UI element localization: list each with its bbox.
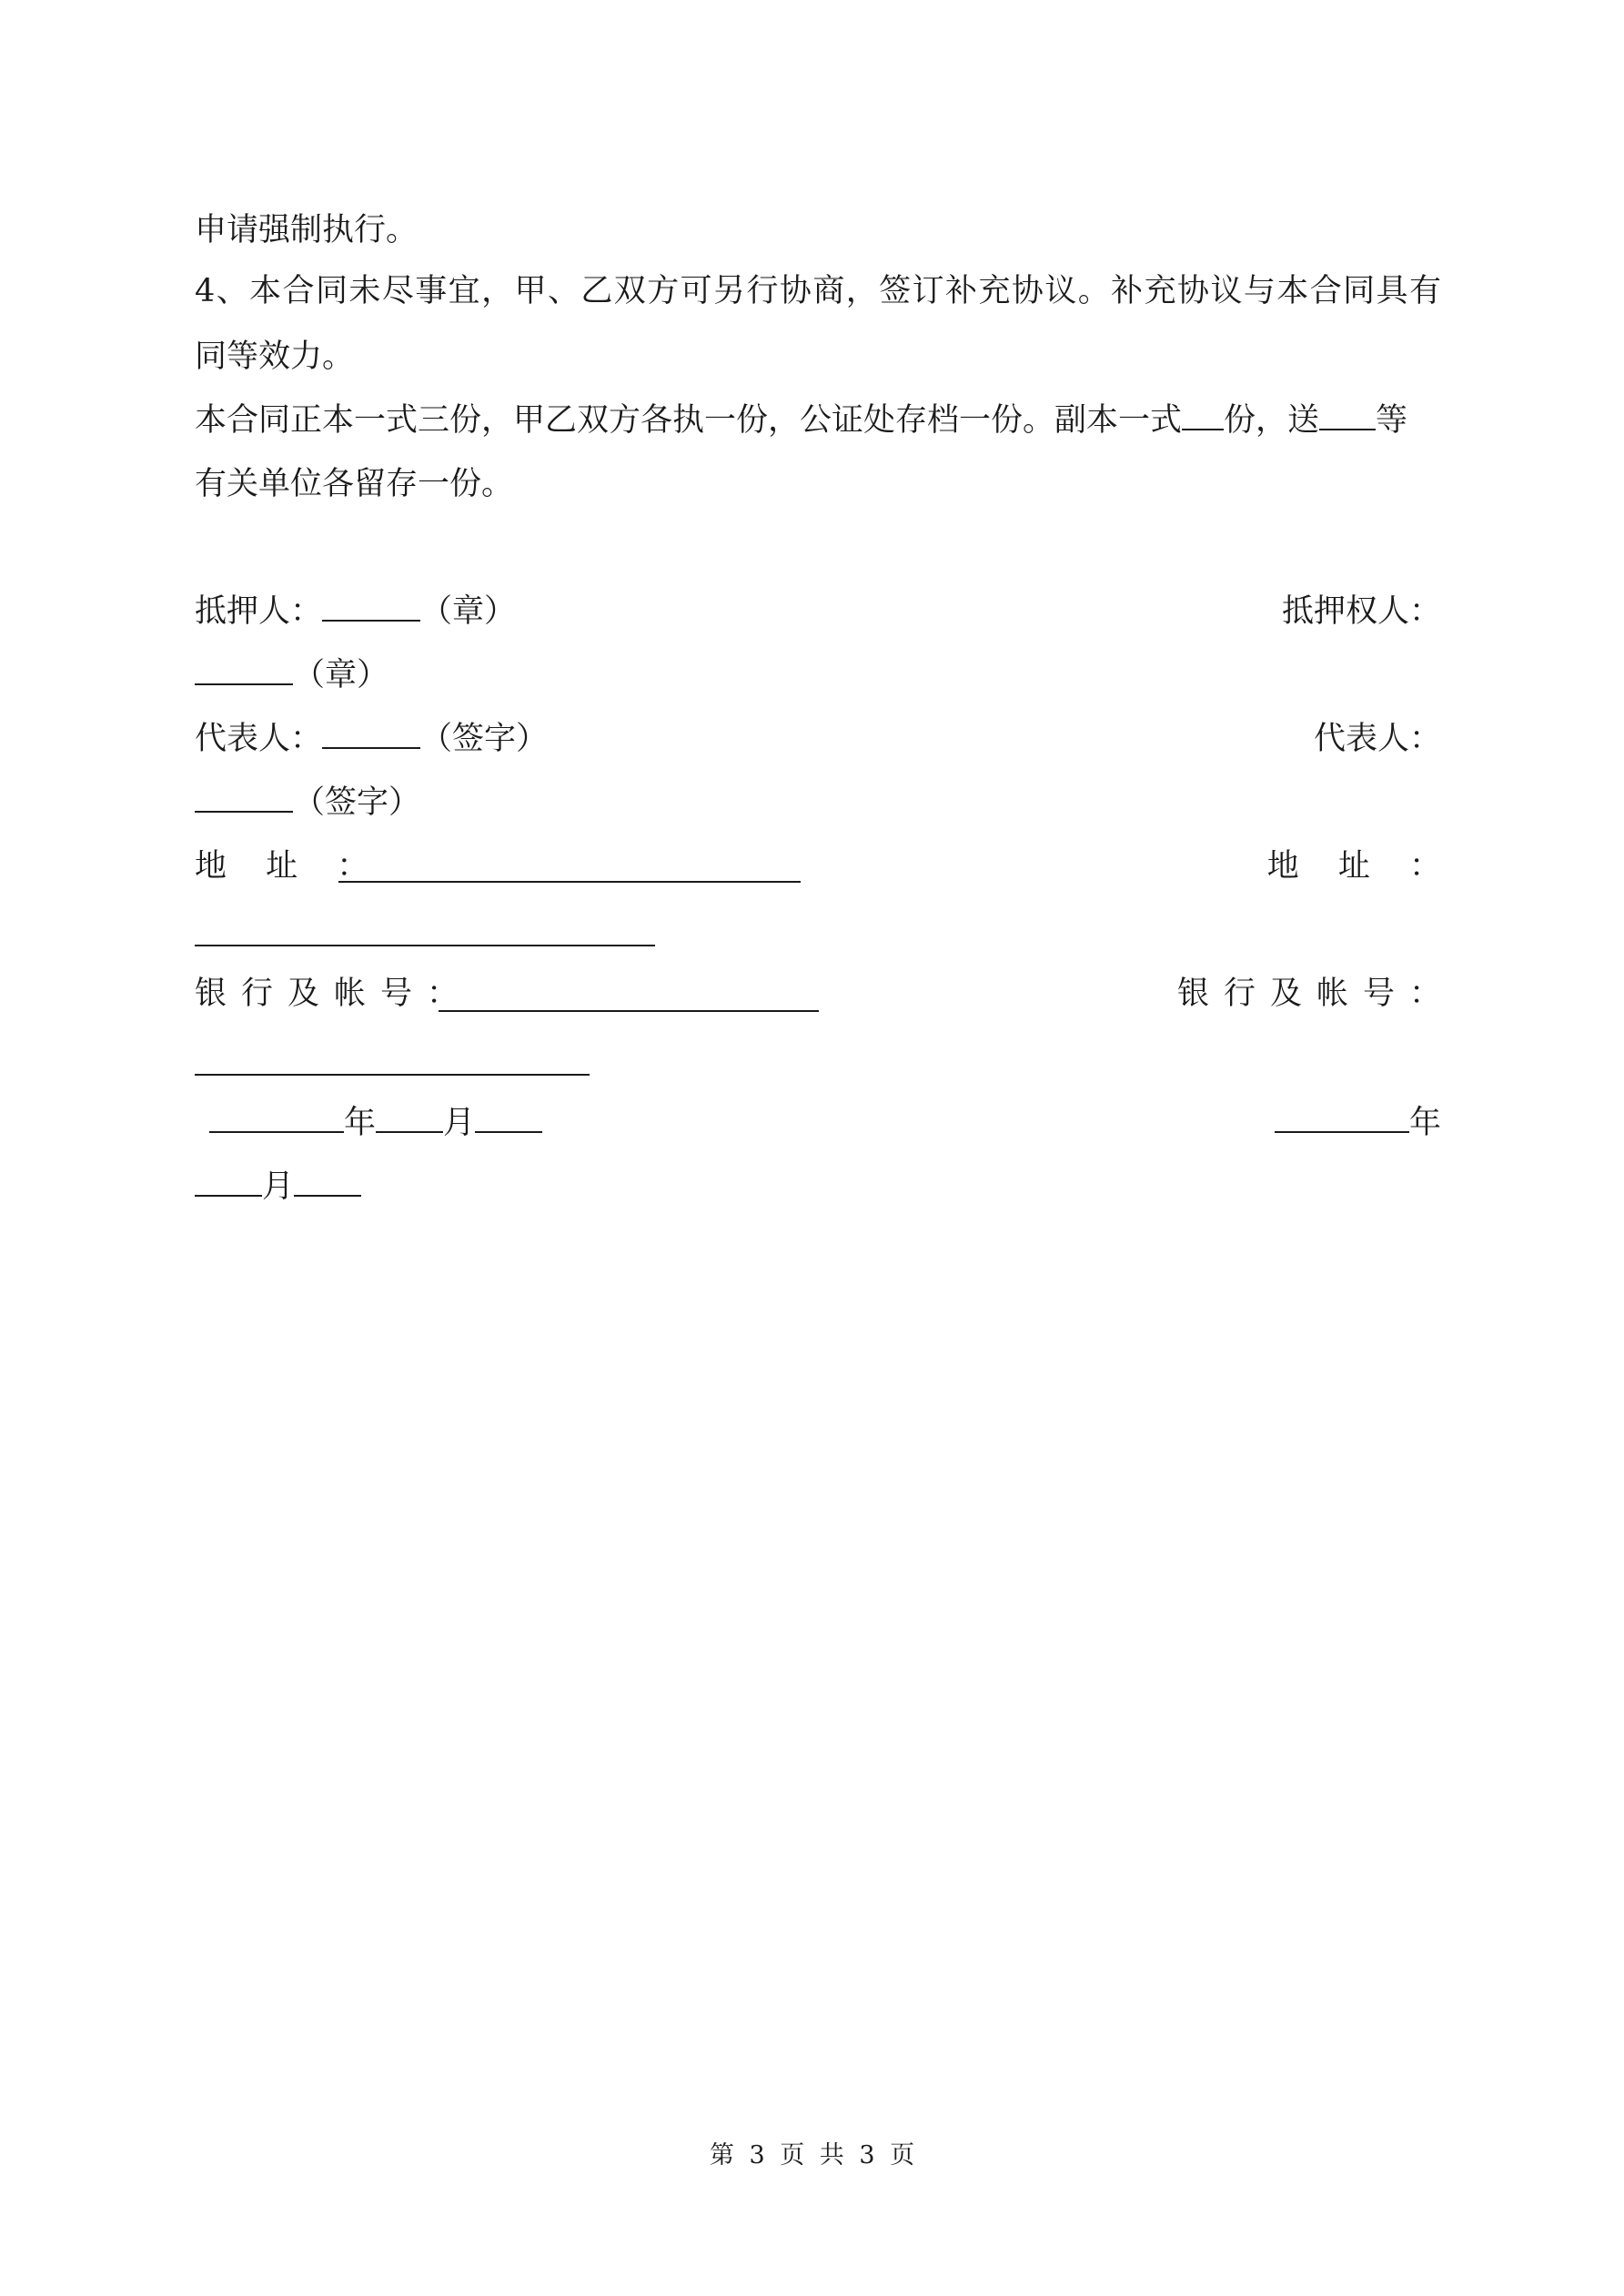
mortgagee-blank[interactable] [195,656,293,685]
rep-left-blank[interactable] [322,720,420,749]
rep-right-label: 代表人： [1313,721,1441,757]
mortgagor-blank[interactable] [322,592,420,622]
bank-left-label: 银行及帐号： [195,976,474,1012]
body-line-3: 同等效力。 [195,339,355,375]
bank-left-row [195,974,473,1014]
rep-left-row [195,719,548,759]
copies-text-b: 份，送 [1224,402,1320,439]
date-right-cont-row [195,1167,361,1207]
page-footer: 第 3 页 共 3 页 [709,2141,915,2170]
mortgagee-seal-mark: （章） [293,657,389,693]
bank-right-blank[interactable] [195,1072,590,1076]
date-left-month-mark: 月 [443,1105,476,1141]
rep-left-label: 代表人： [195,721,323,757]
body-line-5: 有关单位各留存一份。 [195,466,514,502]
mortgagor-seal-mark: （章） [420,593,517,630]
date-right-row [1275,1103,1441,1143]
date-right-day-blank[interactable] [294,1168,361,1197]
copies-text-a: 本合同正本一式三份，甲乙双方各执一份，公证处存档一份。副本一式 [195,402,1183,439]
body-line-1: 申请强制执行。 [195,212,419,248]
date-right-year-blank[interactable] [1275,1104,1409,1133]
copies-text-c: 等 [1376,402,1408,439]
date-left-year-blank[interactable] [209,1104,344,1133]
rep-right-blank[interactable] [195,784,293,813]
copies-count-blank[interactable] [1182,401,1224,430]
date-right-month-blank[interactable] [195,1168,262,1197]
date-left-month-blank[interactable] [376,1104,443,1133]
address-right-blank[interactable] [195,943,655,946]
mortgagee-label: 抵押权人： [1281,593,1441,630]
mortgagor-label: 抵押人： [195,593,323,630]
date-left-row [209,1103,542,1143]
bank-right-label: 银行及帐号： [1176,976,1456,1012]
rep-right-sign-mark: （签字） [293,784,421,821]
date-right-month-mark: 月 [262,1168,295,1205]
recipients-blank[interactable] [1319,401,1376,430]
address-right-label: 地 址 ： [1266,848,1456,885]
date-left-year-mark: 年 [344,1105,377,1141]
bank-left-blank[interactable] [439,1008,819,1012]
body-line-4 [195,400,1441,440]
address-left-label: 地 址 ： [195,848,384,885]
date-right-year-mark: 年 [1408,1105,1441,1141]
rep-left-sign-mark: （签字） [420,721,549,757]
body-line-2: 4、本合同未尽事宜，甲、乙双方可另行协商，签订补充协议。补充协议与本合同具有 [195,273,1441,309]
date-left-day-blank[interactable] [475,1104,542,1133]
address-left-blank[interactable] [338,879,801,883]
mortgagor-row [195,592,516,632]
rep-right-sign-row [195,783,420,823]
mortgagee-seal-row [195,655,388,695]
